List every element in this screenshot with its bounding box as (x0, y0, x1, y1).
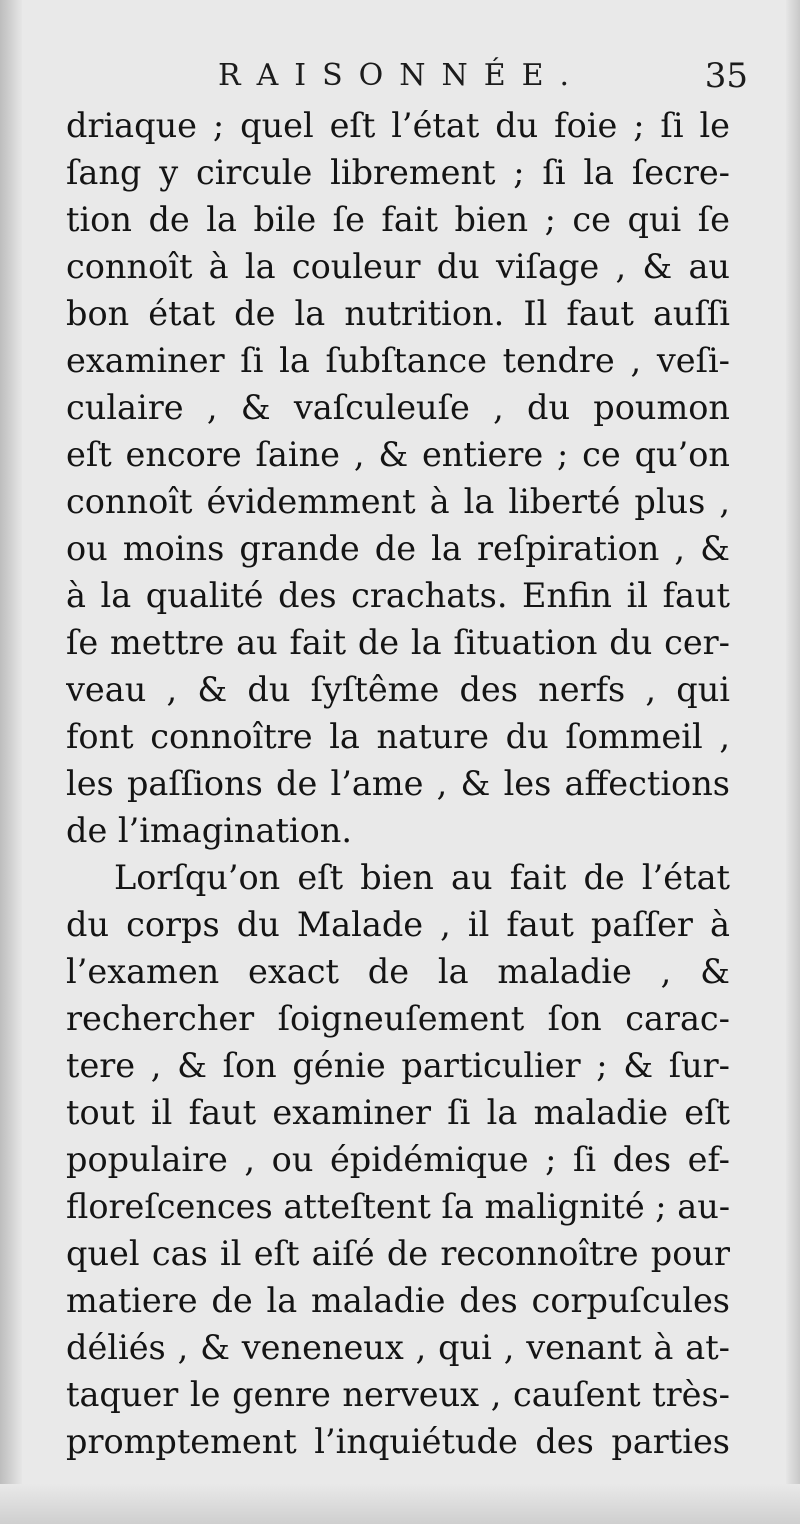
text-line: connoît évidemment à la liberté plus , (66, 482, 730, 521)
text-line: populaire , ou épidémique ; ſi des ef- (66, 1140, 730, 1179)
text-line: Lorſqu’on eſt bien au fait de l’état (114, 858, 730, 897)
text-line: font connoître la nature du ſommeil , (66, 717, 730, 756)
text-line: ou moins grande de la reſpiration , & (66, 529, 730, 568)
text-line: ſang y circule librement ; ſi la ſecre- (66, 153, 730, 192)
text-line: tere , & ſon génie particulier ; & ſur- (66, 1046, 730, 1085)
page-gutter-shadow (0, 0, 22, 1524)
text-line: bon état de la nutrition. Il faut auſſi (66, 294, 730, 333)
page-edge-shadow (786, 0, 800, 1524)
text-line: à la qualité des crachats. Enfin il faut (66, 576, 730, 615)
text-line: rechercher ſoigneuſement ſon carac- (66, 999, 730, 1038)
text-line: tion de la bile ſe fait bien ; ce qui ſe (66, 200, 730, 239)
text-line: déliés , & veneneux , qui , venant à at- (66, 1328, 730, 1367)
paragraph-2 (66, 854, 730, 1465)
text-line: veau , & du ſyſtême des nerfs , qui (66, 670, 730, 709)
text-line: taquer le genre nerveux , cauſent très- (66, 1375, 730, 1414)
text-line: les paſſions de l’ame , & les affections (66, 764, 730, 803)
page-header (68, 56, 748, 102)
text-line: matiere de la maladie des corpuſcules (66, 1281, 730, 1320)
page-number: 35 (704, 56, 748, 96)
text-line: de l’imagination. (66, 811, 353, 850)
text-line: examiner ſi la ſubſtance tendre , veſi- (66, 341, 730, 380)
body-text (66, 102, 730, 1465)
running-head: RAISONNÉE. (218, 58, 586, 93)
text-line: quel cas il eſt aiſé de reconnoître pour (66, 1234, 730, 1273)
text-line: tout il faut examiner ſi la maladie eſt (66, 1093, 730, 1132)
text-line: connoît à la couleur du viſage , & au (66, 247, 730, 286)
text-line: l’examen exact de la maladie , & (66, 952, 730, 991)
text-line: driaque ; quel eſt l’état du foie ; ſi le (66, 106, 730, 145)
text-line: culaire , & vaſculeuſe , du poumon (66, 388, 730, 427)
paragraph-1 (66, 102, 730, 854)
text-line: du corps du Malade , il faut paſſer à (66, 905, 730, 944)
text-line: promptement l’inquiétude des parties (66, 1422, 730, 1461)
page-bottom-shadow (0, 1484, 800, 1524)
text-line: eſt encore ſaine , & entiere ; ce qu’on (66, 435, 730, 474)
text-line: floreſcences atteſtent ſa malignité ; au- (66, 1187, 730, 1226)
text-line: ſe mettre au fait de la ſituation du cer- (66, 623, 730, 662)
